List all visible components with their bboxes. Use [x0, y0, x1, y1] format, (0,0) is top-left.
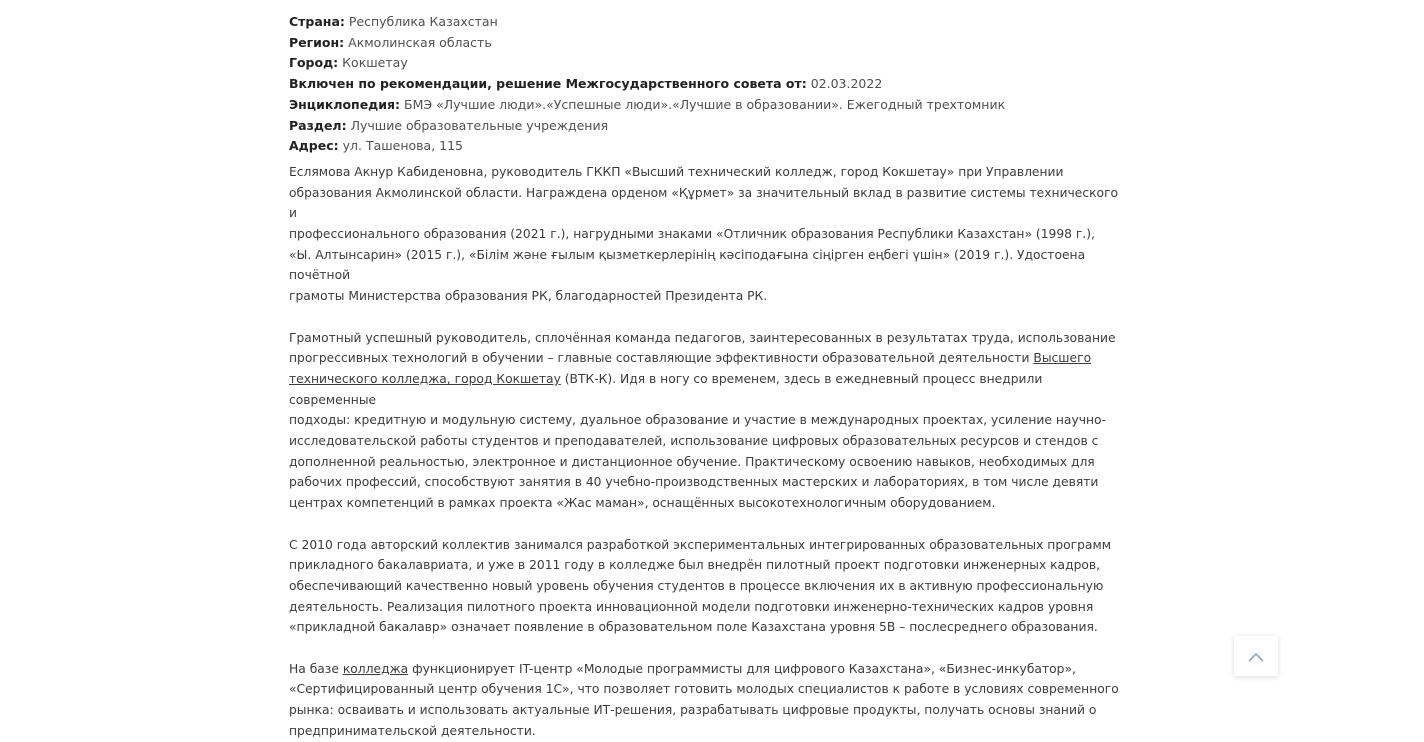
p2-line: (ВТК-К). Идя в ногу со временем, здесь в ежедневный процесс внедрили современные — [289, 371, 1043, 407]
p2-line: дополненной реальностью, электронное и дистанционное обучение. Практическому освоению навыков, необходимых для — [289, 454, 1095, 469]
article-content — [289, 12, 1119, 742]
p3-line: прикладного бакалавриата, и уже в 2011 году в колледже был внедрён пилотный проект подготовки инженерных кадров, — [289, 558, 1101, 573]
meta-included-label: Включен по рекомендации, решение Межгосударственного совета от: — [289, 76, 807, 92]
paragraph-it-center — [289, 659, 1119, 742]
meta-city — [289, 53, 1119, 74]
meta-address-label: Адрес: — [289, 138, 339, 154]
p4-line: рынка: осваивать и использовать актуальные ИТ-решения, разрабатывать цифровые продукты, получать основы знаний о — [289, 703, 1097, 718]
meta-country-label: Страна: — [289, 14, 345, 29]
meta-encyclopedia-value: БМЭ «Лучшие люди».«Успешные люди».«Лучшие в образовании». Ежегодный трехтомник — [404, 96, 1006, 112]
meta-region-label: Регион: — [289, 34, 345, 50]
meta-city-label: Город: — [289, 55, 339, 71]
paragraph-college — [289, 328, 1119, 514]
meta-region-value: Акмолинская область — [348, 34, 492, 50]
p4-line: функционирует IT-центр «Молодые программисты для цифрового Казахстана», «Бизнес-инкубатор», — [408, 661, 1076, 676]
meta-encyclopedia-label: Энциклопедия: — [289, 96, 401, 112]
college-link[interactable]: колледжа — [342, 661, 409, 676]
p1-line: профессионального образования (2021 г.), нагрудными знаками «Отличник образования Республики Казахстан» (1998 г.), — [289, 227, 1095, 242]
meta-section-label: Раздел: — [289, 117, 347, 133]
p1-line: образования Акмолинской области. Награждена орденом «Құрмет» за значительный вклад в развитие системы технического и — [289, 185, 1119, 221]
p3-line: «прикладной бакалавр» означает появление в образовательном поле Казахстана уровня 5В – послесреднего образования. — [289, 620, 1098, 635]
paragraph-history — [289, 535, 1119, 639]
meta-city-value: Кокшетау — [342, 55, 408, 71]
meta-country — [289, 12, 1119, 33]
meta-included — [289, 74, 1119, 95]
meta-region — [289, 33, 1119, 54]
meta-encyclopedia — [289, 95, 1119, 116]
p1-line: Еслямова Акнур Кабиденовна, руководитель ГККП «Высший технический колледж, город Кокшетау» при Управлении — [289, 164, 1064, 179]
meta-section — [289, 116, 1119, 137]
p2-line: Грамотный успешный руководитель, сплочённая команда педагогов, заинтересованных в результатах труда, использование — [289, 330, 1116, 345]
college-link-part1[interactable]: Высшего — [1033, 351, 1092, 366]
p4-line: «Сертифицированный центр обучения 1С», что позволяет готовить молодых специалистов к работе в условиях современного — [289, 682, 1119, 697]
p2-line: рабочих профессий, способствуют занятия в 40 учебно-производственных мастерских и лабораториях, в том числе девяти — [289, 475, 1099, 490]
p1-line: грамоты Министерства образования РК, благодарностей Президента РК. — [289, 289, 768, 304]
p2-line: исследовательской работы студентов и преподавателей, использование цифровых образовательных ресурсов и стендов с — [289, 434, 1099, 449]
scroll-to-top-button[interactable] — [1234, 636, 1278, 676]
p3-line: деятельность. Реализация пилотного проекта инновационной модели подготовки инженерно-технических кадров уровня — [289, 599, 1094, 614]
meta-address-value: ул. Ташенова, 115 — [342, 138, 464, 154]
meta-address — [289, 136, 1119, 157]
paragraph-bio — [289, 162, 1119, 307]
meta-block — [289, 12, 1119, 157]
meta-included-value: 02.03.2022 — [810, 76, 883, 92]
chevron-up-icon — [1248, 647, 1264, 666]
p3-line: обеспечивающий качественно новый уровень обучения студентов в процессе включения их в активную профессиональную — [289, 578, 1104, 593]
p4-line: На базе — [289, 661, 343, 676]
p2-line: центрах компетенций в рамках проекта «Жас маман», оснащённых высокотехнологичным оборудованием. — [289, 496, 996, 511]
p2-line: прогрессивных технологий в обучении – главные составляющие эффективности образовательной деятельности — [289, 351, 1034, 366]
p2-line: подходы: кредитную и модульную систему, дуальное образование и участие в международных проектах, усиление научно- — [289, 413, 1106, 428]
p1-line: «Ы. Алтынсарин» (2015 г.), «Білім және ғылым қызметкерлерінің кәсіподағына сіңірген еңбегі үшін» (2019 г.). Удостоена почётной — [289, 247, 1086, 283]
p3-line: С 2010 года авторский коллектив занимался разработкой экспериментальных интегрированных образовательных программ — [289, 537, 1111, 552]
p4-line: предпринимательской деятельности. — [289, 723, 536, 738]
college-link-part2[interactable]: технического колледжа, город Кокшетау — [289, 371, 561, 386]
meta-country-value: Республика Казахстан — [348, 14, 498, 29]
meta-section-value: Лучшие образовательные учреждения — [350, 117, 609, 133]
